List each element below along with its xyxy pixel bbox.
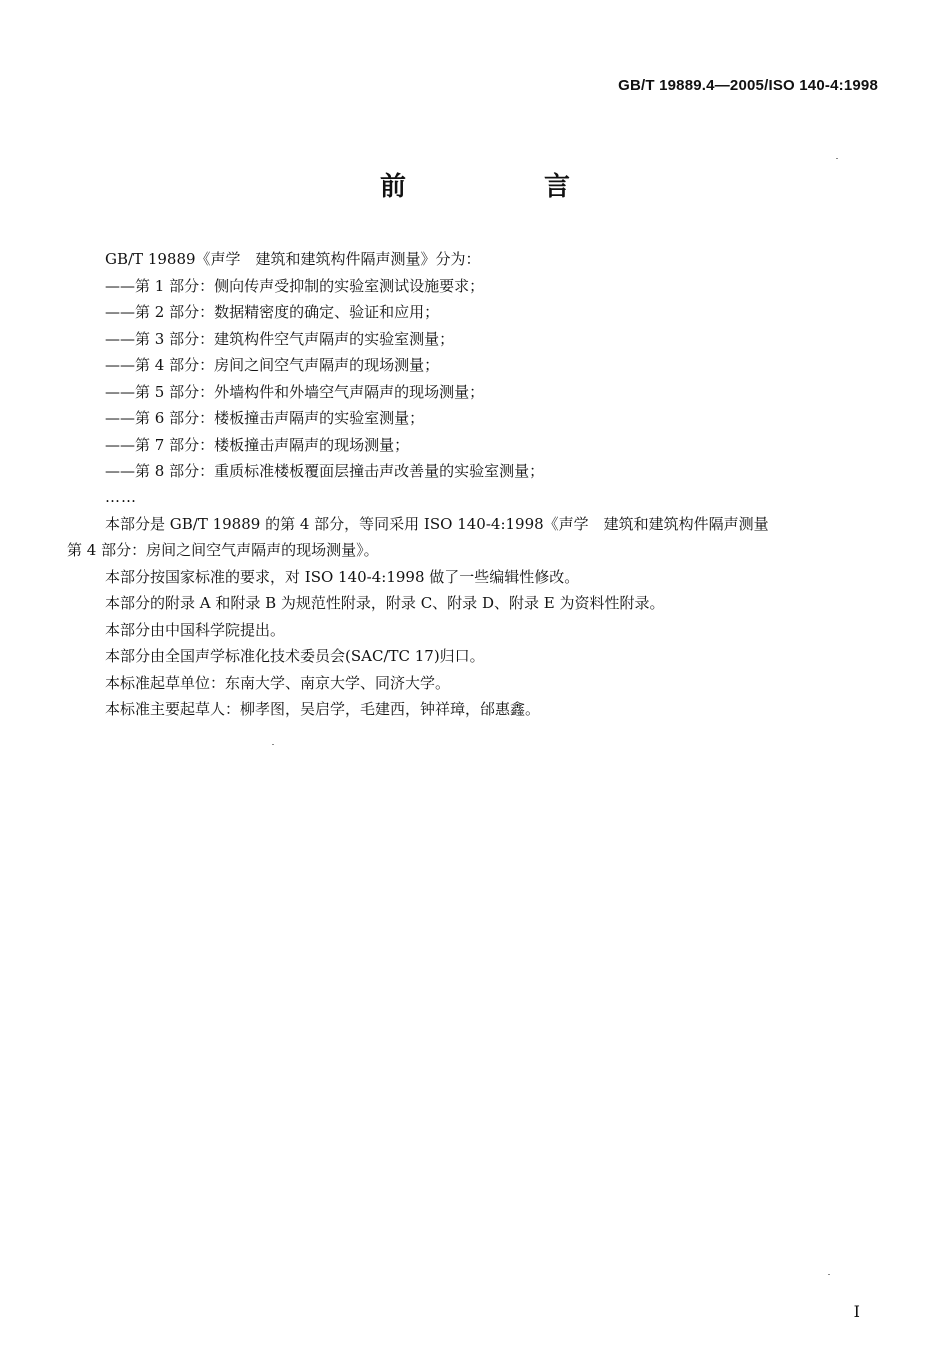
page-number: I [853, 1302, 860, 1321]
part-item-6: ——第 6 部分：楼板撞击声隔声的实验室测量； [105, 409, 425, 427]
part-item-8: ——第 8 部分：重质标准楼板覆面层撞击声改善量的实验室测量； [105, 462, 545, 480]
intro-text: GB/T 19889《声学 建筑和建筑构件隔声测量》分为： [105, 250, 481, 268]
scan-speck [828, 1274, 830, 1275]
part-item-7: ——第 7 部分：楼板撞击声隔声的现场测量； [105, 435, 410, 454]
adoption-paragraph-line2: 第 4 部分：房间之间空气声隔声的现场测量》。 [67, 541, 379, 559]
drafting-units-paragraph: 本标准起草单位：东南大学、南京大学、同济大学。 [105, 673, 451, 692]
part-item-4: ——第 4 部分：房间之间空气声隔声的现场测量； [105, 356, 440, 374]
scan-speck [272, 744, 274, 745]
page-title: 前 言 [379, 172, 626, 202]
foreword-body [67, 246, 867, 723]
annexes-paragraph: 本部分的附录 A 和附录 B 为规范性附录，附录 C、附录 D、附录 E 为资料性附录。 [105, 594, 665, 612]
managed-by-paragraph: 本部分由全国声学标准化技术委员会(SAC/TC 17)归口。 [105, 647, 485, 665]
scan-speck [836, 158, 838, 159]
drafters-paragraph: 本标准主要起草人：柳孝图，吴启学，毛建西，钟祥璋，邰惠鑫。 [105, 700, 541, 718]
standard-code-header: GB/T 19889.4—2005/ISO 140-4:1998 [618, 77, 878, 94]
editorial-paragraph: 本部分按国家标准的要求，对 ISO 140-4:1998 做了一些编辑性修改。 [105, 567, 580, 586]
ellipsis-text: …… [105, 487, 137, 506]
part-item-5: ——第 5 部分：外墙构件和外墙空气声隔声的现场测量； [105, 382, 485, 401]
part-item-3: ——第 3 部分：建筑构件空气声隔声的实验室测量； [105, 329, 455, 348]
proposed-by-paragraph: 本部分由中国科学院提出。 [105, 620, 286, 639]
part-item-1: ——第 1 部分：侧向传声受抑制的实验室测试设施要求； [105, 276, 485, 295]
adoption-paragraph-line1: 本部分是 GB/T 19889 的第 4 部分，等同采用 ISO 140-4:1998《声学 建筑和建筑构件隔声测量 [105, 514, 769, 533]
part-item-2: ——第 2 部分：数据精密度的确定、验证和应用； [105, 303, 440, 321]
